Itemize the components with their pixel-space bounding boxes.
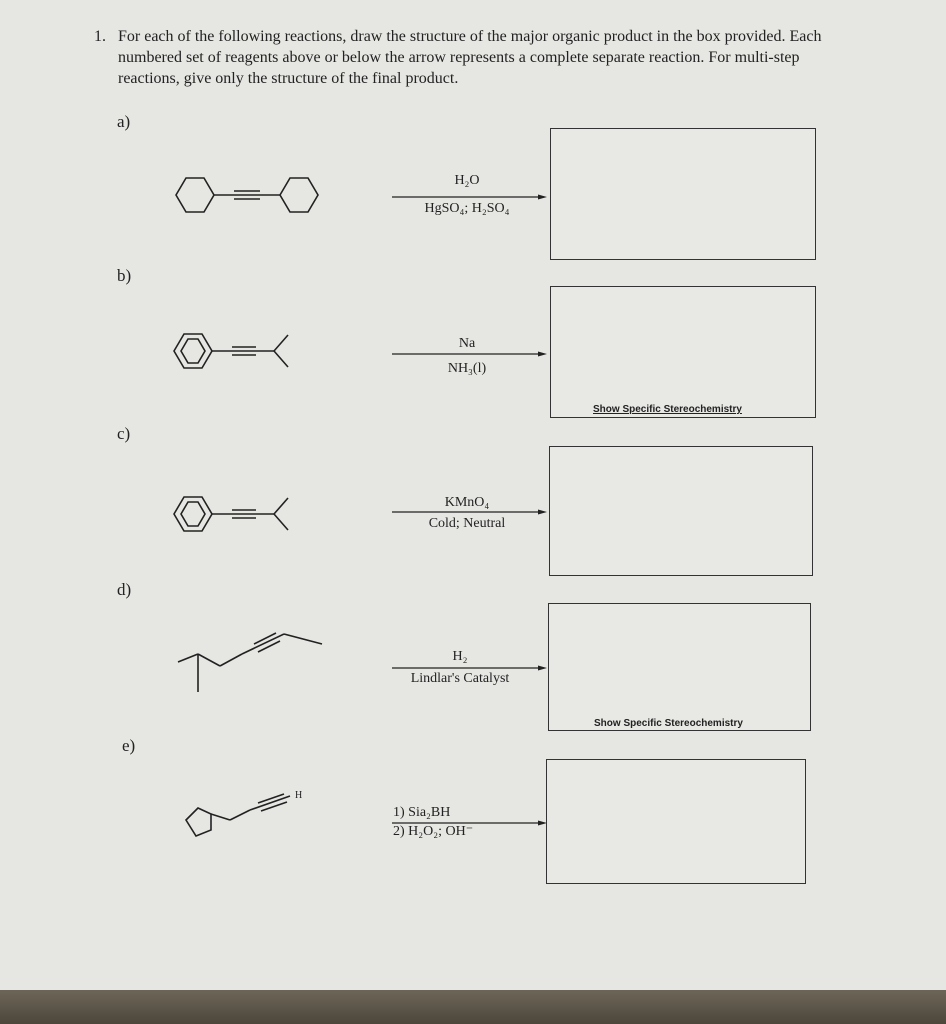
answer-box-d[interactable] xyxy=(548,603,811,731)
answer-box-a[interactable] xyxy=(550,128,816,260)
stereochemistry-note-d: Show Specific Stereochemistry xyxy=(594,718,743,729)
question-number: 1. xyxy=(94,28,106,45)
desk-surface xyxy=(0,990,946,1024)
question-instructions xyxy=(94,26,854,89)
reagent-d-bottom: Lindlar's Catalyst xyxy=(410,671,510,686)
reactant-d-internal-alkyne xyxy=(176,632,336,702)
reagent-b-top: Na xyxy=(458,336,476,351)
reagent-c-top: KMnO₄ xyxy=(444,495,490,510)
reactant-c-phenyl-alkyne xyxy=(170,490,310,540)
answer-box-b[interactable] xyxy=(550,286,816,418)
reagent-c-bottom: Cold; Neutral xyxy=(428,516,506,531)
reactant-b-phenyl-alkyne xyxy=(170,327,310,377)
question-text: For each of the following reactions, draw the structure of the major organic product in the box provided. Each numbered set of reagents above or below the arrow represents a complete separate reaction. For multi-step reactions, give only the structure of the final product. xyxy=(118,28,822,87)
part-label-c: c) xyxy=(117,424,131,443)
terminal-hydrogen-label: H xyxy=(295,790,303,801)
reagent-a-top: H₂O xyxy=(454,173,480,188)
reagent-e-step2: 2) H₂O₂; OH⁻ xyxy=(393,824,474,839)
part-label-e: e) xyxy=(122,736,136,755)
answer-box-c[interactable] xyxy=(549,446,813,576)
reactant-e-terminal-alkyne xyxy=(178,790,308,850)
reactant-a-dicyclohexylacetylene xyxy=(170,170,330,220)
part-label-d: d) xyxy=(117,580,132,599)
reagent-a-bottom: HgSO₄; H₂SO₄ xyxy=(424,201,510,216)
reagent-e-step1: 1) Sia₂BH xyxy=(393,805,451,820)
reagent-b-bottom: NH₃(l) xyxy=(447,361,487,376)
reaction-arrow-b xyxy=(392,351,547,357)
reagent-d-top: H₂ xyxy=(452,649,468,664)
answer-box-e[interactable] xyxy=(546,759,806,884)
part-label-b: b) xyxy=(117,266,132,285)
part-label-a: a) xyxy=(117,112,131,131)
stereochemistry-note-b: Show Specific Stereochemistry xyxy=(593,404,742,415)
